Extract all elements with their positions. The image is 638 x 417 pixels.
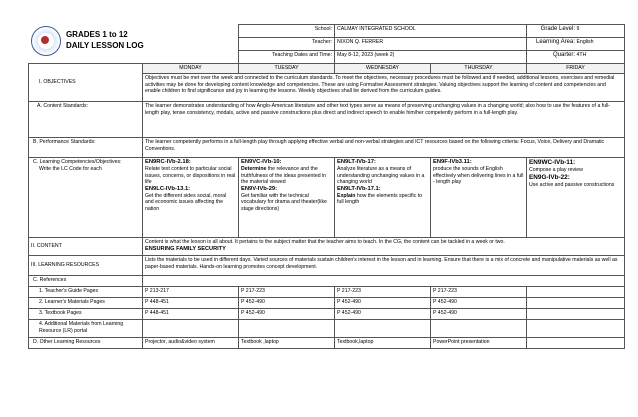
content-note: Content is what the lesson is all about. It pertains to the subject matter that the teacher aims to teach. In the CG, the content can be tackled in a week or two. — [145, 239, 505, 245]
competency-code: EN9G-IVb-22: — [529, 173, 570, 181]
competency-code: EN9LT-IVb-17: — [337, 159, 376, 165]
ref-cell — [527, 309, 625, 320]
ref-cell: P 217-223 — [431, 287, 527, 298]
references-label: C. References — [29, 276, 143, 287]
ref-cell — [335, 320, 431, 338]
day-friday: FRIDAY — [527, 64, 625, 74]
content-topic: ENSURING FAMILY SECURITY — [145, 245, 226, 252]
ref-cell — [527, 287, 625, 298]
deped-seal-icon — [31, 26, 61, 56]
dates-value: May 8-12, 2023 (week 2) — [335, 51, 527, 64]
competency-friday — [527, 158, 625, 238]
competency-code: EN9V-IVb-29: — [241, 185, 278, 192]
performance-standards-label: B. Performance Standards: — [29, 138, 143, 158]
competency-text: Relate text content to particular social issues, concerns, or dispositions in real life — [145, 166, 236, 186]
objectives-text: Objectives must be met over the week and connected to the curriculum standards. To meet the objectives, necessary procedures must be followed and if needed, additional lessons, exercises and remedial activities may be done for developing content knowledge and competencies. These are using Formative Assessment strategies. Valuing objectives support the learning of content and competencies and enable children to find significance and joy in learning the lessons. Weekly objectives shall be derived from the curriculum guides. — [143, 74, 625, 102]
competency-text: Get the different sides social, moral and economic issues affecting the nation — [145, 192, 227, 212]
brand-title: GRADES 1 to 12 DAILY LESSON LOG — [65, 30, 144, 50]
other-resource-cell: Textbook ,laptop — [239, 338, 335, 349]
performance-standards-text: The learner competently performs in a full-length play through applying effective verbal and non-verbal strategies and ICT resources based on the following criteria: Focus, Voice, Delivery and Dramatic Conventions. — [143, 138, 625, 158]
ref-cell: P 452-490 — [335, 309, 431, 320]
competency-code: EN9WC-IVb-11: — [529, 159, 576, 166]
ref-cell: P 213-217 — [143, 287, 239, 298]
dates-label: Teaching Dates and Time: — [239, 51, 335, 64]
competency-text: Analyze literature as a means of understanding unchanging values in a changing world — [337, 166, 425, 186]
ref-cell — [431, 320, 527, 338]
competency-code: EN9F-IVb3.11: — [433, 159, 472, 165]
grade-value: 9 — [576, 26, 580, 32]
day-tuesday: TUESDAY — [239, 64, 335, 74]
ref-row-label: 2. Learner's Materials Pages — [29, 298, 143, 309]
brand-cell — [29, 25, 239, 64]
competencies-sublabel: Write the LC Code for each — [39, 165, 102, 172]
competency-thursday — [431, 158, 527, 238]
grade-label: Grade Level: — [540, 26, 576, 32]
competency-text: produce the sounds of English effectively when delivering lines in a full - length play — [433, 166, 524, 186]
day-monday: MONDAY — [143, 64, 239, 74]
teacher-value: NIXON Q. FERRER — [335, 38, 527, 51]
grade-cell — [527, 25, 625, 38]
ref-cell — [239, 320, 335, 338]
ref-cell: P 448-451 — [143, 298, 239, 309]
ref-cell: P 452-490 — [335, 298, 431, 309]
area-label: Learning Area: — [535, 39, 576, 45]
day-thursday: THURSDAY — [431, 64, 527, 74]
competency-text: Compose a play review — [529, 167, 583, 173]
ref-cell: P 448-451 — [143, 309, 239, 320]
other-resource-cell: PowerPoint presentation — [431, 338, 527, 349]
competency-code: EN9LC-IVb-13.1: — [145, 185, 191, 192]
ref-cell: P 452-490 — [431, 298, 527, 309]
ref-cell: P 217-223 — [335, 287, 431, 298]
content-title: II. CONTENT — [29, 238, 143, 256]
competency-code: EN9LT-IVb-17.1: — [337, 185, 381, 192]
teacher-label: Teacher: — [239, 38, 335, 51]
ref-cell — [527, 298, 625, 309]
competency-text: Use active and passive constructions — [529, 181, 615, 188]
school-label: School: — [239, 25, 335, 38]
quarter-cell — [527, 51, 625, 64]
content-cell — [143, 238, 625, 256]
other-resource-cell: Projector, audio&video system — [143, 338, 239, 349]
quarter-label: Quarter: — [553, 52, 576, 58]
ref-cell — [527, 320, 625, 338]
competency-code: EN9RC-IVb-2.18: — [145, 159, 191, 165]
competencies-label-cell — [29, 158, 143, 238]
competency-monday — [143, 158, 239, 238]
ref-row-label: 1. Teacher's Guide Pages — [29, 287, 143, 298]
ref-cell: P 452-490 — [431, 309, 527, 320]
competency-text: Determine the relevance and the truthfulness of the ideas presented in the material viewed — [241, 166, 327, 186]
references-blank — [143, 276, 625, 287]
competency-tuesday — [239, 158, 335, 238]
ref-cell: P 452-490 — [239, 298, 335, 309]
ref-row-label: 3. Textbook Pages — [29, 309, 143, 320]
competency-code: EN9VC-IVb-10: — [241, 159, 282, 165]
lesson-log-table — [28, 24, 625, 349]
ref-cell: P 217-223 — [239, 287, 335, 298]
content-standards-text: The learner demonstrates understanding of how Anglo-American literature and other text types serve as means of preserving unchanging values in a changing world; also how to use the features of a full-length play, tense consistency, modals, active and passive constructions plus direct and indirect speech to enable him/her competently perform in a full-length play. — [143, 102, 625, 138]
area-cell — [527, 38, 625, 51]
competency-wednesday — [335, 158, 431, 238]
other-resource-cell — [527, 338, 625, 349]
resources-note: Lists the materials to be used in different days. Varied sources of materials sustain children's interest in the lesson and in learning. Ensure that there is a mix of concrete and manipulative materials as well as paper-based materials. Hands-on learning promotes concept development. — [143, 256, 625, 276]
ref-cell — [143, 320, 239, 338]
day-wednesday: WEDNESDAY — [335, 64, 431, 74]
competencies-label: C. Learning Competencies/Objectives: — [33, 159, 122, 165]
competency-text: Explain how the elements specific to full length — [337, 192, 423, 206]
school-value: CALMAY INTEGRATED SCHOOL — [335, 25, 527, 38]
other-resource-cell: Textbook,laptop — [335, 338, 431, 349]
resources-title: III. LEARNING RESOURCES — [29, 256, 143, 276]
content-standards-label: A. Content Standards: — [29, 102, 143, 138]
area-value: English — [576, 39, 594, 45]
quarter-value: 4TH — [576, 52, 587, 58]
other-resources-label: D. Other Learning Resources — [29, 338, 143, 349]
ref-cell: P 452-490 — [239, 309, 335, 320]
objectives-title: I. OBJECTIVES — [29, 64, 143, 102]
competency-text: Get familiar with the technical vocabulary for drama and theater(like stage directions) — [241, 192, 327, 212]
ref-row-label: 4. Additional Materials from Learning Resource (LR) portal — [29, 320, 143, 338]
